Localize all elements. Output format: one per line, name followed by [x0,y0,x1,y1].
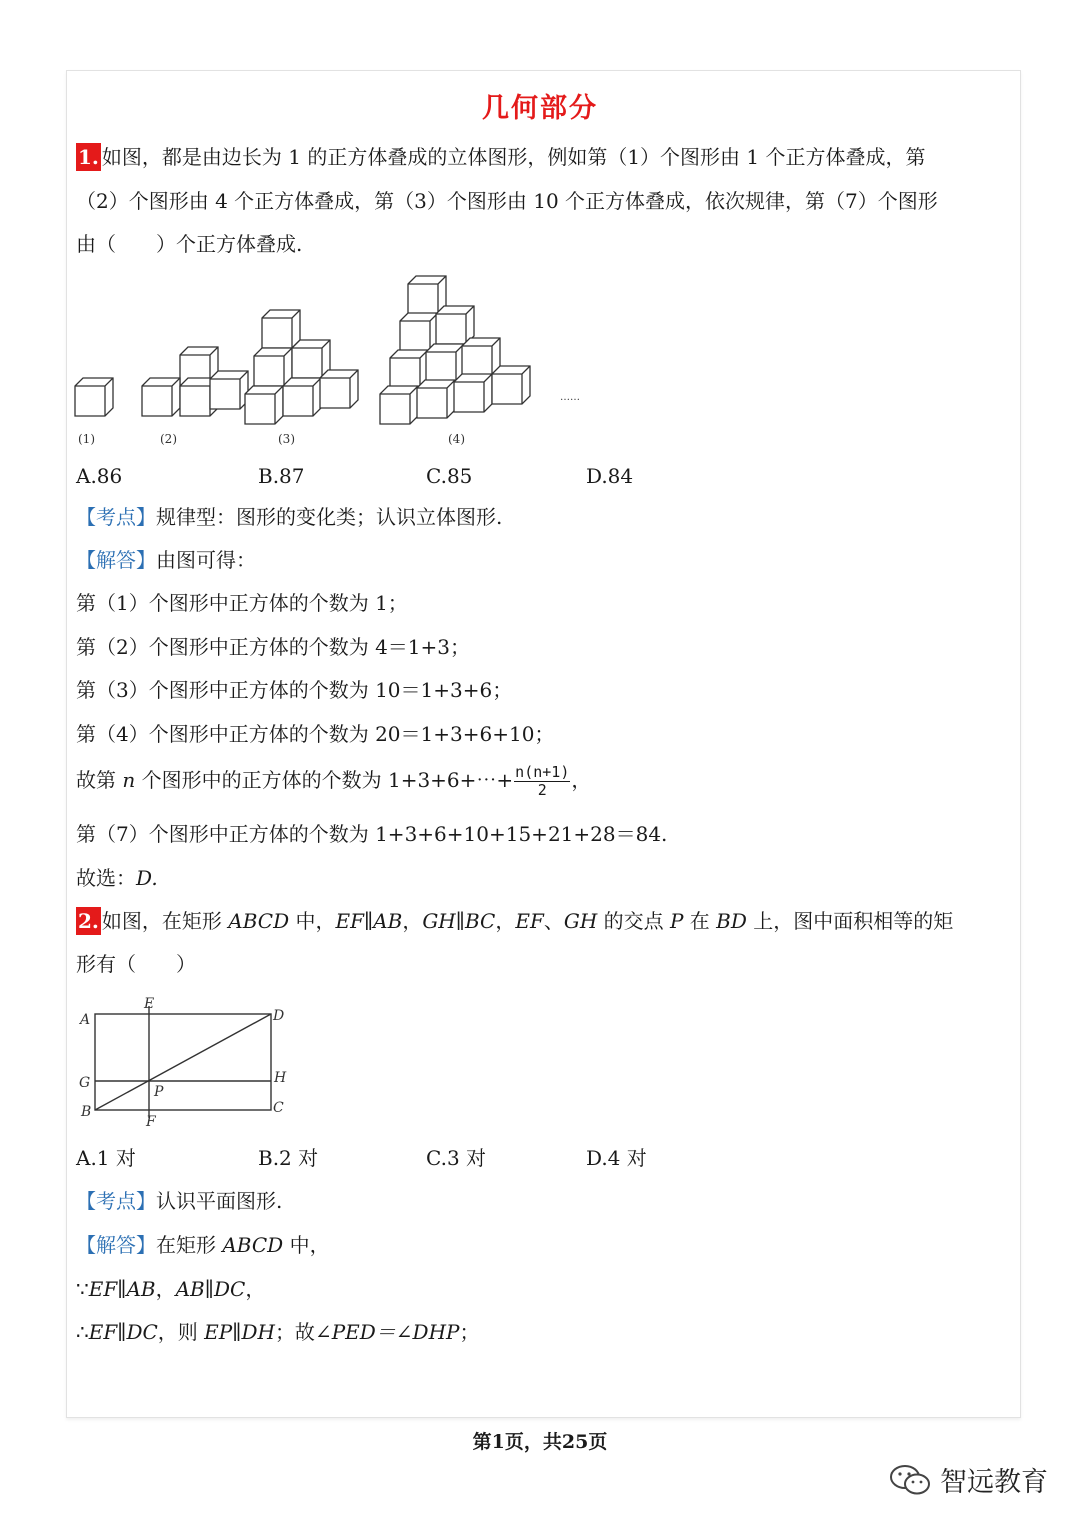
cube-icon [436,306,474,344]
q2-option-d[interactable]: D.4 对 [586,1146,647,1170]
page-title: 几何部分 [482,93,598,124]
q1-step-2: 第（2）个图形中正方体的个数为 4＝1+3； [76,635,471,659]
q1-option-b[interactable]: B.87 [258,464,305,488]
q1-step-4: 第（4）个图形中正方体的个数为 20＝1+3+6+10； [76,722,555,746]
q2-option-c[interactable]: C.3 对 [426,1146,487,1170]
figure-label: (3) [278,432,295,446]
cube-icon [262,310,300,348]
q1-jieda: 【解答】由图可得： [76,548,256,572]
label-d: D [273,1008,285,1024]
figure-ellipsis: …… [560,392,580,403]
cube-icon [142,378,180,416]
q2-therefore: ∴EF∥DC，则 EP∥DH；故∠PED＝∠DHP； [76,1320,480,1344]
cube-icon [75,378,113,416]
jieda-tag: 【解答】 [76,548,156,572]
cube-icon [210,371,248,409]
q1-stem-line2: （2）个图形由 4 个正方体叠成，第（3）个图形由 10 个正方体叠成，依次规律，第（7）个图形 [76,189,938,213]
cube-icon [254,348,292,386]
q2-rectangle-figure [70,992,300,1132]
q1-stem-line1: 1. 如图，都是由边长为 1 的正方体叠成的立体图形，例如第（1）个图形由 1 个正方体叠成，第 [78,145,926,169]
jieda-tag: 【解答】 [76,1233,156,1257]
q2-kaodian: 【考点】认识平面图形. [76,1189,283,1213]
label-f: F [146,1114,156,1130]
label-p: P [154,1084,164,1100]
cube-icon [492,366,530,404]
wechat-icon [888,1462,932,1498]
q1-step-1: 第（1）个图形中正方体的个数为 1； [76,591,408,615]
q2-stem-line2: 形有（ ） [76,952,196,976]
cube-icon [245,386,283,424]
q1-answer: 故选：D. [76,866,158,890]
kaodian-tag: 【考点】 [76,1189,156,1213]
cube-icon [408,276,446,314]
q1-general-formula: 故第 n 个图形中的正方体的个数为 1+3+6+⋯+ $\frac{n(n+1)}{2}$ ， [76,763,592,799]
cube-icon [292,340,330,378]
q1-kaodian: 【考点】规律型：图形的变化类；认识立体图形. [76,505,503,529]
q2-option-a[interactable]: A.1 对 [76,1146,136,1170]
q2-stem-line1: 2. 如图，在矩形 ABCD 中，EF∥AB，GH∥BC，EF、GH 的交点 P 在 BD 上，图中面积相等的矩 [78,909,954,933]
q2-option-b[interactable]: B.2 对 [258,1146,319,1170]
q2-number: 2. [78,909,99,933]
cube-icon [417,380,455,418]
diagonal-bd [95,1014,271,1110]
label-e: E [144,996,155,1012]
label-h: H [274,1070,287,1086]
q1-stem-line3: 由（ ）个正方体叠成. [76,232,303,256]
label-b: B [81,1104,92,1120]
fraction: $\frac{n(n+1)}{2}$ [515,763,570,799]
watermark [888,1460,1048,1499]
q2-because: ∵EF∥AB，AB∥DC， [76,1277,266,1301]
cube-icon [283,378,321,416]
figure-label: (1) [78,432,95,446]
q1-number: 1. [78,145,99,169]
cube-icon [462,338,500,376]
figure-label: (4) [448,432,465,446]
q1-option-a[interactable]: A.86 [76,464,123,488]
label-g: G [79,1075,91,1091]
label-c: C [273,1100,284,1116]
q1-step-7: 第（7）个图形中正方体的个数为 1+3+6+10+15+21+28＝84. [76,822,668,846]
figure-label: (2) [160,432,177,446]
q1-cube-figures [70,268,580,453]
cube-icon [426,344,464,382]
q1-option-c[interactable]: C.85 [426,464,473,488]
q1-option-d[interactable]: D.84 [586,464,634,488]
kaodian-tag: 【考点】 [76,505,156,529]
page-footer: 第1页，共25页 [472,1431,608,1453]
cube-icon [380,386,418,424]
q1-step-3: 第（3）个图形中正方体的个数为 10＝1+3+6； [76,678,513,702]
cube-icon [320,370,358,408]
q2-jieda: 【解答】在矩形 ABCD 中， [76,1233,330,1257]
watermark-text: 智远教育 [940,1467,1048,1498]
label-a: A [80,1012,91,1028]
cube-icon [454,374,492,412]
